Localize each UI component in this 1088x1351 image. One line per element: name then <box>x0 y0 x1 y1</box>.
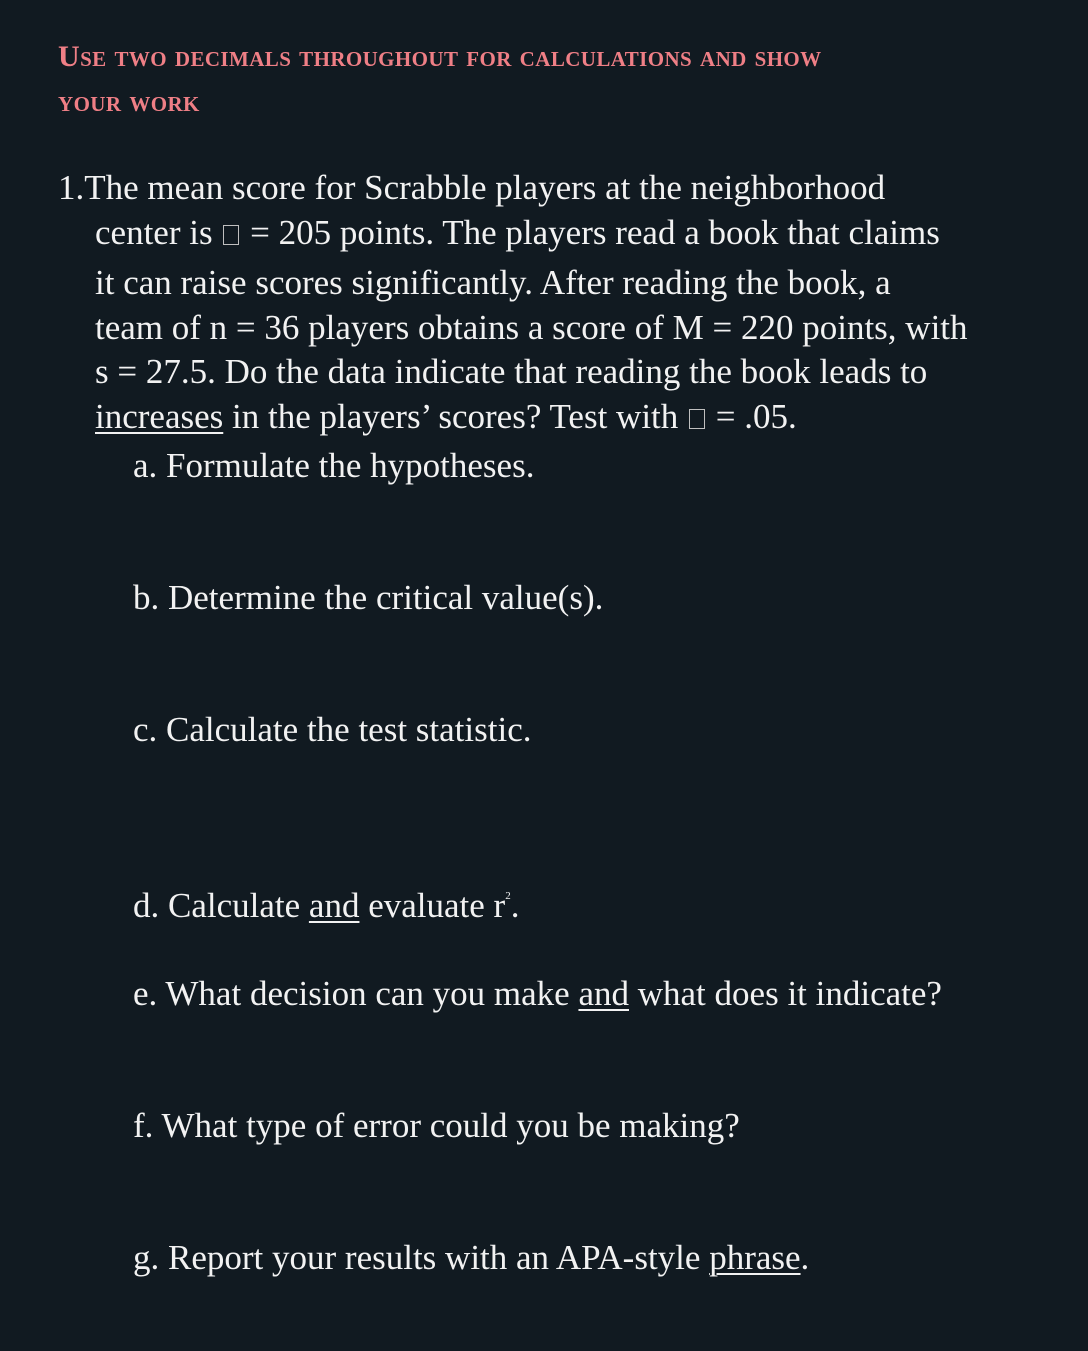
question-text-2b: = 205 points. The players read a book that claims <box>241 212 940 252</box>
question-text-6a: in the players’ scores? Test with <box>223 396 688 436</box>
part-d <box>133 884 519 928</box>
part-c: c. Calculate the test statistic. <box>133 710 532 749</box>
part-g-phrase-underlined: phrase <box>709 1238 801 1277</box>
question-line-3: it can raise scores significantly. After reading the book, a <box>95 263 891 302</box>
part-d-text-1: d. Calculate <box>133 886 309 925</box>
part-g <box>133 1236 809 1280</box>
part-e-and-underlined: and <box>578 974 629 1013</box>
part-b: b. Determine the critical value(s). <box>133 578 604 617</box>
question-1 <box>58 166 1068 439</box>
question-line-6 <box>58 395 1068 440</box>
missing-alpha-symbol-icon <box>689 409 705 429</box>
part-d-text-2: evaluate r <box>359 886 506 925</box>
increases-underlined: increases <box>95 396 224 436</box>
question-line-2 <box>58 211 1068 256</box>
instructions-header <box>58 34 1058 124</box>
question-line-1 <box>58 166 1068 211</box>
part-g-text-1: g. Report your results with an APA-style <box>133 1238 710 1277</box>
instructions-line-1: Use two decimals throughout for calculations and show <box>58 40 822 73</box>
question-number: 1. <box>58 168 85 207</box>
part-d-and-underlined: and <box>308 886 360 925</box>
instructions-line-2: your work <box>58 85 200 118</box>
part-e-text-1: e. What decision can you make <box>133 974 579 1013</box>
part-e <box>133 972 942 1016</box>
question-line-5: s = 27.5. Do the data indicate that reading the book leads to <box>95 352 928 391</box>
r-squared-superscript: 2 <box>505 890 511 902</box>
part-f: f. What type of error could you be making? <box>133 1106 740 1145</box>
missing-mu-symbol-icon <box>223 225 239 245</box>
part-g-period: . <box>800 1238 810 1277</box>
question-text-6b: = .05. <box>707 396 797 436</box>
question-line-4: team of n = 36 players obtains a score of M = 220 points, with <box>95 307 968 347</box>
part-a: a. Formulate the hypotheses. <box>133 446 535 485</box>
question-text-2a: center is <box>95 212 222 252</box>
part-d-period: . <box>510 886 520 925</box>
part-e-text-2: what does it indicate? <box>629 974 942 1013</box>
question-text-1: The mean score for Scrabble players at the neighborhood <box>84 168 886 207</box>
